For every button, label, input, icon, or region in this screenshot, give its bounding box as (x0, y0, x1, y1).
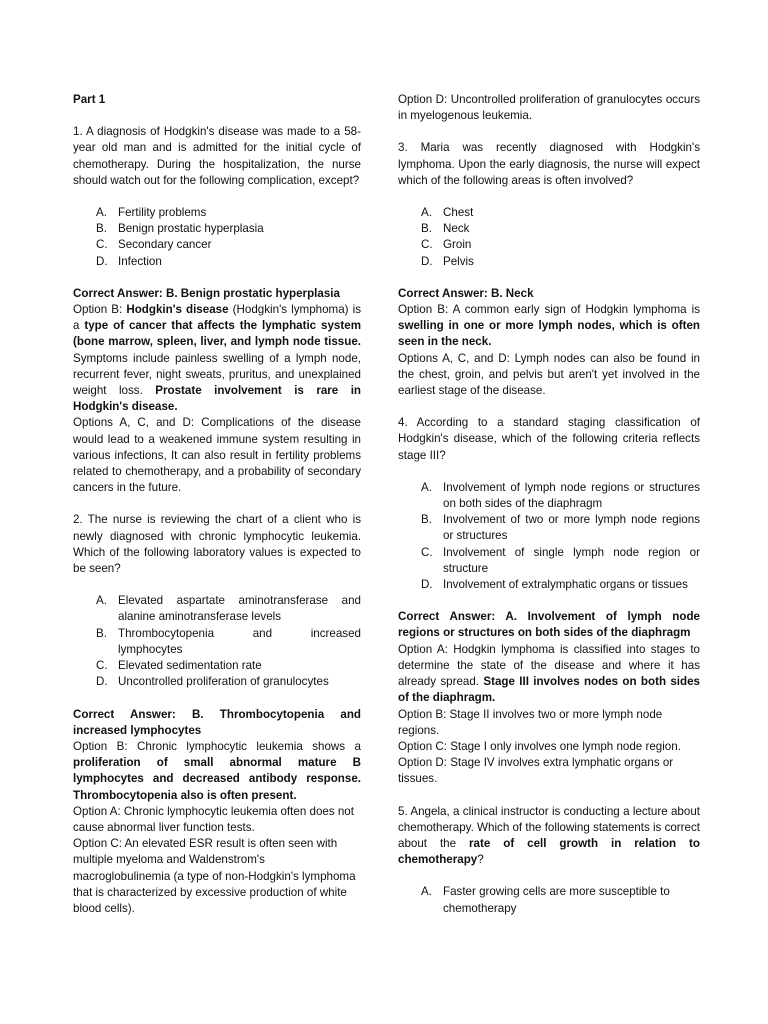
q4-option-c: C. Involvement of single lymph node region or structure (421, 545, 700, 575)
q2-question: 2. The nurse is reviewing the chart of a client who is newly diagnosed with chronic lymphocytic leukemia. Which of the following laboratory values is expected to be seen? (73, 513, 361, 576)
q4-explanation-b: Option B: Stage II involves two or more lymph node regions. (398, 707, 663, 737)
left-column (73, 92, 361, 917)
q1-answer: Correct Answer: B. Benign prostatic hyperplasia (73, 286, 340, 300)
q2-options (73, 593, 361, 690)
q4-options (398, 480, 700, 593)
q2-explanation-a: Option A: Chronic lymphocytic leukemia often does not cause abnormal liver function tests. (73, 804, 354, 834)
q4-option-d: D. Involvement of extralymphatic organs or tissues (421, 578, 688, 592)
q4-option-b: B. Involvement of two or more lymph node regions or structures (421, 513, 700, 543)
q3-option-d: D. Pelvis (421, 254, 474, 268)
q1-question: 1. A diagnosis of Hodgkin's disease was made to a 58- year old man and is admitted for the initial cycle of chemotherapy. During the hospitalization, the nurse should watch out for the following complication, except? (73, 125, 361, 187)
q1-option-c: C. Secondary cancer (96, 238, 212, 252)
q4-explanation-c: Option C: Stage I only involves one lymph node region. (398, 739, 681, 753)
q1-options (73, 205, 361, 270)
q2-option-d: D. Uncontrolled proliferation of granulocytes (96, 675, 329, 689)
q3-answer: Correct Answer: B. Neck (398, 286, 534, 300)
q2-explanation-c: Option C: An elevated ESR result is often seen with multiple myeloma and Waldenstrom's macroglobulinemia (a type of non-Hodgkin's lymphoma that is characterized by excessive production of white blood cells). (73, 837, 356, 915)
q3-explanation-b: Option B: A common early sign of Hodgkin lymphoma is swelling in one or more lymph nodes, which is often seen in the neck. (398, 303, 700, 349)
q2-explanation-b: Option B: Chronic lymphocytic leukemia shows a proliferation of small abnormal mature B lymphocytes and decreased antibody response. Thrombocytopenia also is often present. (73, 739, 361, 802)
q2-option-c: C. Elevated sedimentation rate (96, 659, 262, 673)
q4-option-a: A. Involvement of lymph node regions or structures on both sides of the diaphragm (421, 480, 700, 511)
q3-option-c: C. Groin (421, 238, 472, 252)
q4-question: 4. According to a standard staging classification of Hodgkin's disease, which of the following criteria reflects stage III? (398, 416, 700, 462)
q1-option-d: D. Infection (96, 254, 162, 268)
q1-option-a: A. Fertility problems (96, 206, 207, 220)
q1-explanation-b: Option B: Hodgkin's disease (Hodgkin's lymphoma) is a type of cancer that affects the lymphatic system (bone marrow, spleen, liver, and lymph node tissue. Symptoms include painless swelling of a lymph node, recurrent fever, night sweats, pruritus, and unexplained weight loss. Prostate involvement is rare in Hodgkin's disease. (73, 303, 361, 414)
q3-question: 3. Maria was recently diagnosed with Hodgkin's lymphoma. Upon the early diagnosis, the nurse will expect which of the following areas is often involved? (398, 141, 700, 187)
q3-option-b: B. Neck (421, 222, 470, 236)
q1-option-b: B. Benign prostatic hyperplasia (96, 222, 264, 236)
q2-option-b: B. Thrombocytopenia and increased lymphocytes (96, 626, 361, 656)
q4-explanation-d: Option D: Stage IV involves extra lymphatic organs or tissues. (398, 756, 674, 786)
part-title: Part 1 (73, 93, 106, 106)
q1-explanation-acd: Options A, C, and D: Complications of the disease would lead to a weakened immune system resulting in various infections, It can also result in fertility problems related to chemotherapy, and a probability of secondary cancers in the future. (73, 416, 361, 495)
q4-explanation-a: Option A: Hodgkin lymphoma is classified into stages to determine the state of the disease and where it has already spread. Stage III involves nodes on both sides of the diaphragm. (398, 642, 700, 705)
q4-answer: Correct Answer: A. Involvement of lymph node regions or structures on both sides of the diaphragm (398, 610, 700, 640)
q5-question: 5. Angela, a clinical instructor is conducting a lecture about chemotherapy. Which of the following statements is correct about the rate of cell growth in relation to chemotherapy? (398, 804, 700, 867)
q2-explanation-d: Option D: Uncontrolled proliferation of granulocytes occurs in myelogenous leukemia. (398, 93, 700, 123)
q2-answer: Correct Answer: B. Thrombocytopenia and increased lymphocytes (73, 707, 361, 737)
right-column (398, 92, 700, 917)
q3-options (398, 205, 700, 270)
q5-option-a: A. Faster growing cells are more susceptible to chemotherapy (421, 885, 670, 915)
q2-option-a: A. Elevated aspartate aminotransferase and alanine aminotransferase levels (96, 594, 361, 624)
q3-option-a: A. Chest (421, 206, 474, 220)
q5-options (398, 884, 700, 916)
q3-explanation-acd: Options A, C, and D: Lymph nodes can also be found in the chest, groin, and pelvis but aren't yet involved in the earliest stage of the disease. (398, 351, 700, 398)
